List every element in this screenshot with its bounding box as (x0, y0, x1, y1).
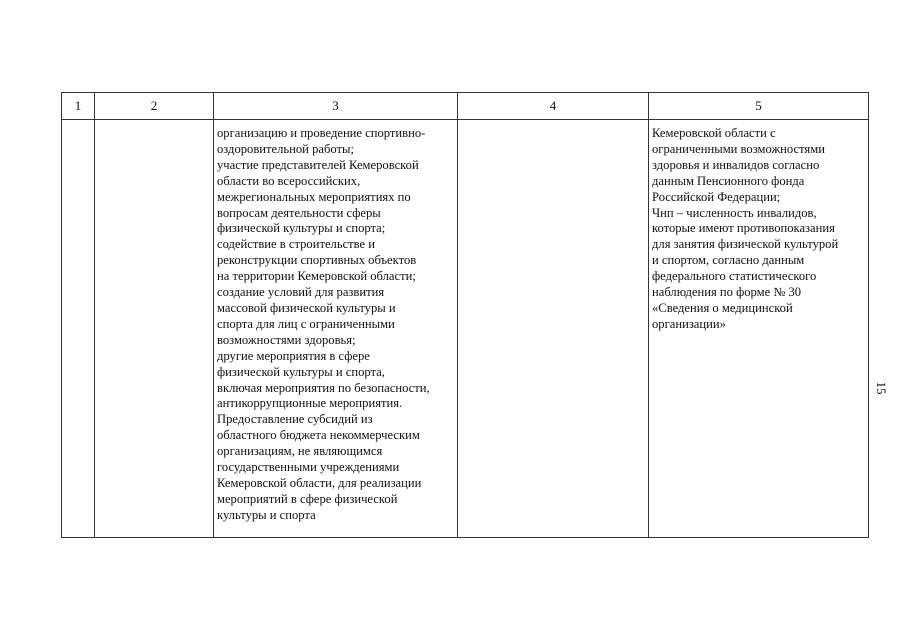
col3-line: области во всероссийских, (217, 173, 361, 188)
col3-line: антикоррупционные мероприятия. (217, 396, 403, 411)
cell-col-5 (649, 120, 869, 538)
col3-line: вопросам деятельности сферы (217, 205, 381, 220)
col5-line: которые имеют противопоказания (652, 221, 835, 236)
col5-line: Чнп – численность инвалидов, (652, 205, 817, 220)
col3-line: физической культуры и спорта; (217, 221, 386, 236)
page-number: 15 (874, 381, 889, 395)
header-col-2: 2 (95, 93, 214, 120)
col3-line: возможностями здоровья; (217, 332, 356, 347)
col3-line: физической культуры и спорта, (217, 364, 385, 379)
col3-line: организацию и проведение спортивно- (217, 126, 426, 140)
col3-line: другие мероприятия в сфере (217, 348, 370, 363)
header-col-3: 3 (214, 93, 458, 120)
col3-line: участие представителей Кемеровской (217, 157, 419, 172)
col5-line: Российской Федерации; (652, 189, 781, 204)
col3-line: содействие в строительстве и (217, 237, 376, 252)
col5-line: данным Пенсионного фонда (652, 173, 805, 188)
col5-line: федерального статистического (652, 269, 817, 284)
col5-line: здоровья и инвалидов согласно (652, 157, 820, 172)
table-row (62, 120, 869, 538)
col3-line: на территории Кемеровской области; (217, 269, 416, 284)
document-table (61, 92, 869, 538)
col3-line: спорта для лиц с ограниченными (217, 316, 395, 331)
cell-col-3 (214, 120, 458, 538)
col5-line: для занятия физической культурой (652, 237, 839, 252)
col3-line: включая мероприятия по безопасности, (217, 380, 430, 395)
col5-line: организации» (652, 316, 726, 331)
col5-line: «Сведения о медицинской (652, 300, 793, 315)
col3-line: Кемеровской области, для реализации (217, 475, 422, 490)
header-col-1: 1 (62, 93, 95, 120)
col3-line: организациям, не являющимся (217, 444, 383, 459)
col3-line: культуры и спорта (217, 507, 316, 522)
col3-line: государственными учреждениями (217, 460, 400, 475)
col3-line: Предоставление субсидий из (217, 412, 373, 427)
cell-col-4 (458, 120, 649, 538)
col5-line: и спортом, согласно данным (652, 253, 805, 268)
col3-line: оздоровительной работы; (217, 141, 354, 156)
col3-line: межрегиональных мероприятиях по (217, 189, 411, 204)
col5-line: ограниченными возможностями (652, 141, 825, 156)
cell-col-1 (62, 120, 95, 538)
col3-line: областного бюджета некоммерческим (217, 428, 420, 443)
col5-line: Кемеровской области с (652, 126, 776, 140)
header-col-4: 4 (458, 93, 649, 120)
table-header-row (62, 93, 869, 120)
col5-line: наблюдения по форме № 30 (652, 285, 802, 300)
col3-line: создание условий для развития (217, 285, 385, 300)
cell-col-2 (95, 120, 214, 538)
col3-line: массовой физической культуры и (217, 300, 396, 315)
header-col-5: 5 (649, 93, 869, 120)
col3-line: мероприятий в сфере физической (217, 491, 398, 506)
col3-line: реконструкции спортивных объектов (217, 253, 417, 268)
